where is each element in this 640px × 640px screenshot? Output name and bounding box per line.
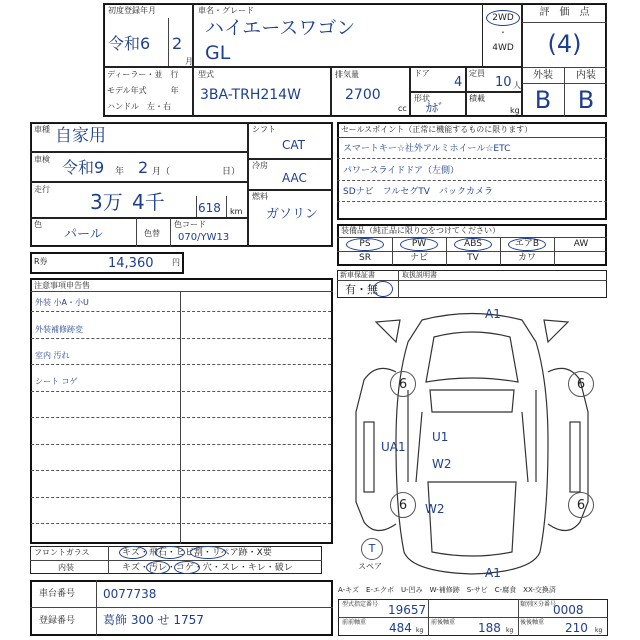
- codes-rule: [338, 617, 608, 618]
- capacity-unit: 人: [513, 81, 521, 90]
- code5-label: 後後軸重: [520, 619, 545, 626]
- chassis-value: 0077738: [103, 587, 157, 601]
- notes-box: [30, 278, 333, 544]
- notes-rule: [30, 291, 333, 292]
- car-grade-value: GL: [205, 42, 231, 64]
- recycle-box: [30, 252, 184, 274]
- equipment-rule2: [337, 251, 607, 252]
- first-reg-month: 2: [172, 34, 183, 53]
- shift-value: CAT: [282, 138, 305, 152]
- mileage-div2: [226, 196, 227, 217]
- inspection-era: 令和9: [62, 158, 105, 177]
- equipment-col-div: [446, 237, 447, 265]
- notes-line: [31, 338, 331, 339]
- interior-cond-label: 内装: [58, 563, 74, 572]
- recycle-value: 14,360: [108, 256, 154, 271]
- code2-value: 0008: [553, 603, 584, 617]
- inspection-month: 2: [138, 158, 149, 177]
- windshield-circle-1: [119, 546, 147, 559]
- fuel-label: 燃料: [252, 192, 268, 201]
- fuel-value: ガソリン: [266, 207, 319, 222]
- exterior-label: 外装: [533, 70, 553, 81]
- load-label: 積載: [469, 94, 485, 103]
- grade-score: (4): [547, 30, 582, 58]
- notes-line: [31, 364, 331, 365]
- notes-label: 注意事項申告售: [34, 281, 90, 290]
- damage-legend: A-キズ E-エクボ U-凹み W-補修跡 S-サビ C-腐食 XX-交換済: [338, 586, 556, 594]
- warranty-div: [398, 270, 399, 298]
- code4-unit: kg: [506, 627, 514, 634]
- notes-line: [31, 391, 331, 392]
- interior-grade: B: [577, 86, 595, 114]
- wheel-fl-label: 6: [398, 377, 408, 392]
- equipment-col-div: [392, 237, 393, 265]
- mark-center-2: W2: [432, 457, 452, 471]
- car-name-value: ハイエースワゴン: [205, 17, 356, 39]
- first-reg-divider: [168, 18, 169, 66]
- color-label: 色: [34, 220, 42, 229]
- equipment-col-div: [554, 237, 555, 265]
- equipment-item-2-2: ナビ: [409, 253, 428, 263]
- code5-value: 210: [565, 621, 588, 635]
- notes-line: [31, 444, 331, 445]
- note-1: 外装 小A・小U: [35, 298, 89, 307]
- model-value: 3BA-TRH214W: [200, 87, 301, 103]
- equipment-item-1-1: PS: [359, 239, 371, 249]
- windshield-label: フロントガラス: [34, 548, 90, 557]
- equipment-item-1-4: エアB: [514, 239, 540, 249]
- equipment-item-1-3: ABS: [464, 239, 482, 249]
- warranty-rule: [337, 280, 607, 281]
- mark-bottom: A1: [485, 566, 501, 580]
- color-code-label: 色コード: [174, 220, 206, 229]
- mark-rear-left: W2: [425, 502, 445, 516]
- door-label: ドア: [414, 69, 430, 78]
- windshield-options: キズ・飛石・ヒビ割・リペア跡・X要: [122, 548, 272, 558]
- equipment-circle-2: [400, 238, 438, 251]
- code4-value: 188: [478, 621, 501, 635]
- inspection-month-unit: 月（: [152, 167, 171, 177]
- code4-label: 前後軸重: [431, 619, 456, 626]
- inspection-day-unit: 日）: [222, 167, 241, 177]
- ac-value: AAC: [282, 171, 307, 185]
- id-box: [30, 580, 333, 636]
- displacement-unit: cc: [398, 104, 407, 113]
- inspection-era-unit: 年: [115, 167, 125, 177]
- mileage-label: 走行: [34, 185, 50, 194]
- mileage-div: [196, 196, 197, 217]
- mileage-rest: 618: [198, 201, 221, 215]
- color-div2: [170, 218, 171, 247]
- sales-point-line-3: SDナビ フルセグTV バックカメラ: [343, 187, 493, 197]
- codes-div1: [428, 599, 429, 636]
- condition-rule: [30, 560, 322, 561]
- shape-label: 形状: [414, 94, 430, 103]
- code1-value: 19657: [388, 603, 427, 617]
- dealer-row3: ハンドル 左・右: [107, 102, 171, 111]
- note-3: 室内 汚れ: [35, 351, 70, 360]
- door-value: 4: [454, 75, 463, 90]
- warranty-label: 新車保証書: [340, 271, 375, 279]
- mark-top: A1: [485, 307, 501, 321]
- drive-2wd: 2WD: [492, 13, 514, 23]
- notes-margin: [180, 292, 181, 544]
- windshield-circle-2: [155, 546, 185, 559]
- displacement-value: 2700: [345, 87, 381, 103]
- dealer-row1: ディーラー・並 行: [107, 70, 179, 79]
- sales-point-line-2: パワースライドドア（左側）: [343, 166, 460, 176]
- sales-point-line-1: スマートキー☆社外アルミホイール☆ETC: [343, 144, 511, 154]
- mark-center-1: U1: [432, 430, 449, 444]
- plate-value: 葛飾 300 せ 1757: [103, 613, 204, 627]
- capacity-value: 10: [495, 75, 512, 90]
- inspection-label: 車検: [34, 155, 50, 164]
- notes-line: [31, 311, 331, 312]
- note-2: 外装補修跡変: [35, 325, 83, 334]
- mileage-man: 3万: [90, 190, 123, 214]
- codes-div2: [518, 599, 519, 636]
- code1-label: 型式指定番号: [342, 601, 379, 608]
- usage-label: 車種: [34, 125, 50, 134]
- warranty-selected-circle: [373, 281, 393, 297]
- notes-line: [31, 470, 331, 471]
- plate-label: 登録番号: [39, 616, 76, 626]
- sales-points-rule1: [337, 158, 607, 159]
- exterior-grade: B: [534, 86, 552, 114]
- interior-circle-2: [174, 561, 200, 574]
- drive-dot: ・: [499, 28, 507, 37]
- equipment-circle-1: [346, 238, 384, 251]
- interior-cond-options: キズ・汚レ・コゲ・穴・スレ・キレ・破レ: [122, 563, 293, 573]
- usage-value: 自家用: [55, 126, 106, 146]
- condition-div: [108, 546, 109, 574]
- sales-points-rule0: [337, 137, 607, 138]
- drive-4wd: 4WD: [492, 43, 514, 53]
- first-reg-label: 初度登録年月: [108, 6, 156, 15]
- equipment-circle-3: [454, 238, 492, 251]
- equipment-item-1-2: PW: [411, 239, 427, 249]
- color-value: パール: [64, 227, 103, 242]
- interior-label: 内装: [576, 70, 596, 81]
- shape-value: ｶﾎﾞ: [426, 101, 445, 115]
- color-div: [136, 218, 137, 247]
- mark-left: UA1: [381, 440, 406, 454]
- ac-label: 冷房: [252, 161, 268, 170]
- displacement-label: 排気量: [335, 70, 359, 79]
- sales-points-rule3: [337, 201, 607, 202]
- equipment-item-2-1: SR: [359, 253, 371, 263]
- color-change-label: 色替: [144, 229, 160, 238]
- dealer-row2: モデル年式 年: [107, 86, 179, 95]
- equipment-col-div: [500, 237, 501, 265]
- grade-label: 評 価 点: [539, 7, 590, 18]
- code3-unit: kg: [416, 627, 424, 634]
- notes-line: [31, 417, 331, 418]
- load-unit: kg: [510, 106, 520, 115]
- spare-label: スペア: [358, 562, 382, 571]
- recycle-label: R券: [34, 257, 48, 266]
- equipment-item-1-5: AW: [573, 239, 589, 249]
- manual-label: 取扱説明書: [402, 271, 437, 279]
- code5-unit: kg: [595, 627, 603, 634]
- equipment-item-2-4: カワ: [517, 253, 536, 263]
- wheel-rr-label: 6: [576, 498, 586, 513]
- car-name-label: 車名・グレード: [198, 6, 254, 15]
- code3-label: 前前軸重: [342, 619, 367, 626]
- mileage-sen: 4千: [132, 190, 165, 214]
- chassis-label: 車台番号: [39, 589, 76, 599]
- color-code-value: 070/YW13: [178, 232, 230, 243]
- first-reg-month-unit: 月: [185, 57, 193, 66]
- spare-mark: T: [368, 542, 376, 555]
- interior-circle-1: [146, 561, 170, 574]
- equipment-label: 装備品（純正品に限り○をつけてください）: [341, 226, 500, 235]
- windshield-circle-3: [190, 546, 226, 559]
- first-reg-era: 令和6: [108, 34, 151, 53]
- code2-label: 類別区分番号: [520, 601, 557, 608]
- wheel-fr-label: 6: [576, 377, 586, 392]
- shift-label: シフト: [252, 125, 276, 134]
- id-rule: [30, 607, 333, 608]
- model-label: 型式: [198, 70, 214, 79]
- grade-divider1: [522, 22, 607, 23]
- sales-points-label: セールスポイント（正常に機能するものに限ります）: [341, 125, 533, 134]
- recycle-unit: 円: [172, 258, 180, 267]
- mileage-unit: km: [230, 207, 243, 216]
- code3-value: 484: [389, 621, 412, 635]
- id-div: [96, 580, 97, 636]
- warranty-options: 有・無: [345, 283, 378, 296]
- note-4: シート コゲ: [35, 377, 78, 386]
- notes-line: [31, 497, 331, 498]
- sales-points-rule2: [337, 180, 607, 181]
- notes-line: [31, 523, 331, 524]
- wheel-rl-label: 6: [398, 498, 408, 513]
- equipment-item-2-3: TV: [467, 253, 479, 263]
- capacity-label: 定員: [469, 69, 485, 78]
- equipment-circle-4: [508, 238, 546, 251]
